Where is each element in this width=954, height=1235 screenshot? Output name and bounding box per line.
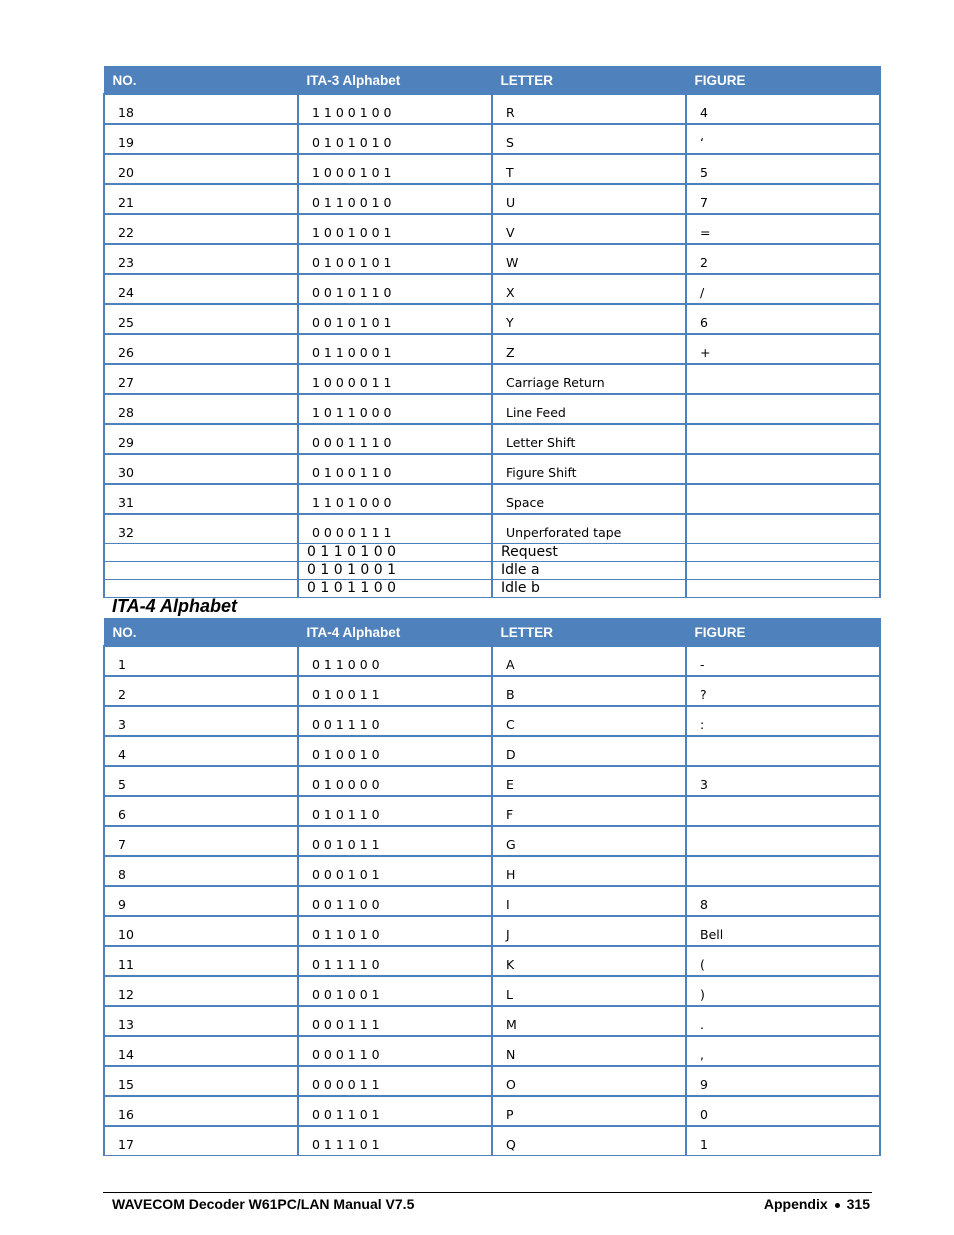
table-row xyxy=(104,244,880,274)
col-header-figure: FIGURE xyxy=(686,67,880,95)
cell-code: 0 1 1 0 1 0 0 xyxy=(298,544,492,562)
cell-code: 0 0 1 1 1 0 xyxy=(298,706,492,736)
cell-code: 0 0 0 1 1 1 0 xyxy=(298,424,492,454)
cell-letter: W xyxy=(492,244,686,274)
cell-no: 5 xyxy=(104,766,298,796)
cell-figure: ‘ xyxy=(686,124,880,154)
cell-letter: P xyxy=(492,1096,686,1126)
cell-code: 0 1 0 1 0 1 0 xyxy=(298,124,492,154)
cell-no: 32 xyxy=(104,514,298,544)
cell-figure: = xyxy=(686,214,880,244)
cell-figure xyxy=(686,394,880,424)
cell-figure: ) xyxy=(686,976,880,1006)
ita3-header-row xyxy=(104,67,880,95)
cell-letter: V xyxy=(492,214,686,244)
col-header-figure: FIGURE xyxy=(686,619,880,647)
cell-figure: ? xyxy=(686,676,880,706)
cell-no: 23 xyxy=(104,244,298,274)
cell-figure: 7 xyxy=(686,184,880,214)
cell-code: 0 0 1 1 0 1 xyxy=(298,1096,492,1126)
ita4-heading: ITA-4 Alphabet xyxy=(112,596,237,616)
cell-figure: 4 xyxy=(686,94,880,124)
cell-code: 0 0 1 0 1 0 1 xyxy=(298,304,492,334)
cell-code: 0 1 0 0 1 1 0 xyxy=(298,454,492,484)
table-row xyxy=(104,1036,880,1066)
cell-no: 2 xyxy=(104,676,298,706)
cell-figure xyxy=(686,826,880,856)
cell-figure xyxy=(686,424,880,454)
cell-figure xyxy=(686,364,880,394)
cell-figure: 3 xyxy=(686,766,880,796)
cell-no: 10 xyxy=(104,916,298,946)
table-row xyxy=(104,946,880,976)
table-row xyxy=(104,1126,880,1156)
cell-no: 11 xyxy=(104,946,298,976)
col-header-no: NO. xyxy=(104,619,298,647)
col-header-alphabet: ITA-3 Alphabet xyxy=(298,67,492,95)
footer-page-number: 315 xyxy=(846,1196,870,1212)
cell-no xyxy=(104,580,298,598)
cell-code: 0 1 0 0 1 0 1 xyxy=(298,244,492,274)
table-row xyxy=(104,514,880,544)
cell-letter: O xyxy=(492,1066,686,1096)
table-row xyxy=(104,1066,880,1096)
cell-no: 8 xyxy=(104,856,298,886)
cell-code: 0 0 0 0 1 1 xyxy=(298,1066,492,1096)
cell-code: 0 1 1 1 0 1 xyxy=(298,1126,492,1156)
cell-letter: X xyxy=(492,274,686,304)
cell-letter: Figure Shift xyxy=(492,454,686,484)
table-row xyxy=(104,580,880,598)
cell-figure: : xyxy=(686,706,880,736)
cell-figure xyxy=(686,544,880,562)
cell-letter: E xyxy=(492,766,686,796)
cell-figure xyxy=(686,736,880,766)
cell-letter: Q xyxy=(492,1126,686,1156)
cell-no: 7 xyxy=(104,826,298,856)
cell-letter: Line Feed xyxy=(492,394,686,424)
table-row xyxy=(104,184,880,214)
footer-manual-title: WAVECOM Decoder W61PC/LAN Manual V7.5 xyxy=(112,1196,415,1212)
cell-code: 1 1 0 1 0 0 0 xyxy=(298,484,492,514)
cell-code: 0 0 1 0 1 1 xyxy=(298,826,492,856)
cell-code: 0 0 1 0 1 1 0 xyxy=(298,274,492,304)
table-row xyxy=(104,856,880,886)
cell-no: 21 xyxy=(104,184,298,214)
cell-no: 18 xyxy=(104,94,298,124)
cell-no: 28 xyxy=(104,394,298,424)
bullet-icon xyxy=(835,1203,840,1208)
cell-no: 15 xyxy=(104,1066,298,1096)
table-row xyxy=(104,484,880,514)
cell-letter: B xyxy=(492,676,686,706)
cell-letter: Y xyxy=(492,304,686,334)
cell-code: 0 0 1 1 0 0 xyxy=(298,886,492,916)
cell-no xyxy=(104,544,298,562)
table-row xyxy=(104,736,880,766)
cell-code: 1 0 0 0 1 0 1 xyxy=(298,154,492,184)
cell-no: 3 xyxy=(104,706,298,736)
table-row xyxy=(104,886,880,916)
cell-letter: Idle a xyxy=(492,562,686,580)
cell-letter: U xyxy=(492,184,686,214)
cell-code: 1 0 0 1 0 0 1 xyxy=(298,214,492,244)
cell-no: 12 xyxy=(104,976,298,1006)
cell-letter: M xyxy=(492,1006,686,1036)
ita3-table xyxy=(103,66,881,598)
cell-letter: R xyxy=(492,94,686,124)
cell-letter: K xyxy=(492,946,686,976)
cell-letter: A xyxy=(492,646,686,676)
cell-figure: 9 xyxy=(686,1066,880,1096)
cell-code: 0 1 1 0 1 0 xyxy=(298,916,492,946)
cell-no: 20 xyxy=(104,154,298,184)
cell-letter: Z xyxy=(492,334,686,364)
cell-figure: 6 xyxy=(686,304,880,334)
table-row xyxy=(104,826,880,856)
table-row xyxy=(104,454,880,484)
cell-letter: L xyxy=(492,976,686,1006)
cell-no: 19 xyxy=(104,124,298,154)
cell-letter: H xyxy=(492,856,686,886)
cell-no: 26 xyxy=(104,334,298,364)
cell-code: 1 0 1 1 0 0 0 xyxy=(298,394,492,424)
cell-letter: G xyxy=(492,826,686,856)
cell-code: 0 0 0 1 0 1 xyxy=(298,856,492,886)
col-header-letter: LETTER xyxy=(492,619,686,647)
table-row xyxy=(104,94,880,124)
cell-letter: Request xyxy=(492,544,686,562)
cell-no: 1 xyxy=(104,646,298,676)
cell-letter: Unperforated tape xyxy=(492,514,686,544)
col-header-alphabet: ITA-4 Alphabet xyxy=(298,619,492,647)
cell-figure xyxy=(686,562,880,580)
cell-code: 1 1 0 0 1 0 0 xyxy=(298,94,492,124)
cell-letter: Space xyxy=(492,484,686,514)
table-row xyxy=(104,916,880,946)
cell-no: 16 xyxy=(104,1096,298,1126)
table-row xyxy=(104,976,880,1006)
table-row xyxy=(104,124,880,154)
cell-code: 0 1 0 0 0 0 xyxy=(298,766,492,796)
cell-code: 0 1 0 0 1 1 xyxy=(298,676,492,706)
footer-section: Appendix xyxy=(763,1196,828,1212)
cell-no: 4 xyxy=(104,736,298,766)
table-row xyxy=(104,676,880,706)
cell-figure xyxy=(686,454,880,484)
cell-letter: S xyxy=(492,124,686,154)
cell-figure xyxy=(686,514,880,544)
cell-code: 0 1 1 0 0 1 0 xyxy=(298,184,492,214)
cell-code: 0 0 0 1 1 0 xyxy=(298,1036,492,1066)
cell-no: 9 xyxy=(104,886,298,916)
table-row xyxy=(104,796,880,826)
cell-code: 0 1 0 1 0 0 1 xyxy=(298,562,492,580)
cell-letter: D xyxy=(492,736,686,766)
cell-figure: Bell xyxy=(686,916,880,946)
cell-figure: - xyxy=(686,646,880,676)
table-row xyxy=(104,394,880,424)
cell-no: 13 xyxy=(104,1006,298,1036)
cell-letter: Letter Shift xyxy=(492,424,686,454)
table-row xyxy=(104,424,880,454)
cell-code: 0 0 0 0 1 1 1 xyxy=(298,514,492,544)
cell-code: 0 1 1 0 0 0 1 xyxy=(298,334,492,364)
table-row xyxy=(104,154,880,184)
table-row xyxy=(104,706,880,736)
cell-code: 0 1 0 0 1 0 xyxy=(298,736,492,766)
cell-no xyxy=(104,562,298,580)
cell-letter: C xyxy=(492,706,686,736)
cell-letter: J xyxy=(492,916,686,946)
table-row xyxy=(104,562,880,580)
cell-no: 17 xyxy=(104,1126,298,1156)
cell-no: 14 xyxy=(104,1036,298,1066)
cell-code: 0 0 1 0 0 1 xyxy=(298,976,492,1006)
cell-code: 0 0 0 1 1 1 xyxy=(298,1006,492,1036)
cell-figure: / xyxy=(686,274,880,304)
ita4-table xyxy=(103,618,881,1156)
cell-figure: + xyxy=(686,334,880,364)
ita4-header-row xyxy=(104,619,880,647)
table-row xyxy=(104,1006,880,1036)
cell-code: 0 1 1 0 0 0 xyxy=(298,646,492,676)
cell-figure: . xyxy=(686,1006,880,1036)
cell-letter: N xyxy=(492,1036,686,1066)
table-row xyxy=(104,214,880,244)
table-row xyxy=(104,646,880,676)
cell-no: 24 xyxy=(104,274,298,304)
table-row xyxy=(104,334,880,364)
cell-figure: ( xyxy=(686,946,880,976)
cell-letter: Idle b xyxy=(492,580,686,598)
cell-no: 22 xyxy=(104,214,298,244)
cell-figure: 2 xyxy=(686,244,880,274)
cell-no: 25 xyxy=(104,304,298,334)
cell-code: 0 1 0 1 1 0 xyxy=(298,796,492,826)
cell-code: 1 0 0 0 0 1 1 xyxy=(298,364,492,394)
cell-letter: T xyxy=(492,154,686,184)
cell-figure xyxy=(686,580,880,598)
cell-figure: 8 xyxy=(686,886,880,916)
cell-code: 0 1 1 1 1 0 xyxy=(298,946,492,976)
cell-figure xyxy=(686,796,880,826)
table-row xyxy=(104,544,880,562)
cell-letter: I xyxy=(492,886,686,916)
table-row xyxy=(104,766,880,796)
cell-figure xyxy=(686,856,880,886)
cell-figure: , xyxy=(686,1036,880,1066)
cell-no: 30 xyxy=(104,454,298,484)
col-header-letter: LETTER xyxy=(492,67,686,95)
cell-letter: F xyxy=(492,796,686,826)
table-row xyxy=(104,304,880,334)
cell-figure xyxy=(686,484,880,514)
footer-page-info xyxy=(764,1196,870,1212)
cell-no: 27 xyxy=(104,364,298,394)
footer-divider xyxy=(103,1192,872,1193)
cell-no: 29 xyxy=(104,424,298,454)
col-header-no: NO. xyxy=(104,67,298,95)
table-row xyxy=(104,274,880,304)
cell-figure: 0 xyxy=(686,1096,880,1126)
cell-figure: 5 xyxy=(686,154,880,184)
cell-no: 6 xyxy=(104,796,298,826)
cell-figure: 1 xyxy=(686,1126,880,1156)
cell-letter: Carriage Return xyxy=(492,364,686,394)
table-row xyxy=(104,1096,880,1126)
cell-code: 0 1 0 1 1 0 0 xyxy=(298,580,492,598)
table-row xyxy=(104,364,880,394)
cell-no: 31 xyxy=(104,484,298,514)
